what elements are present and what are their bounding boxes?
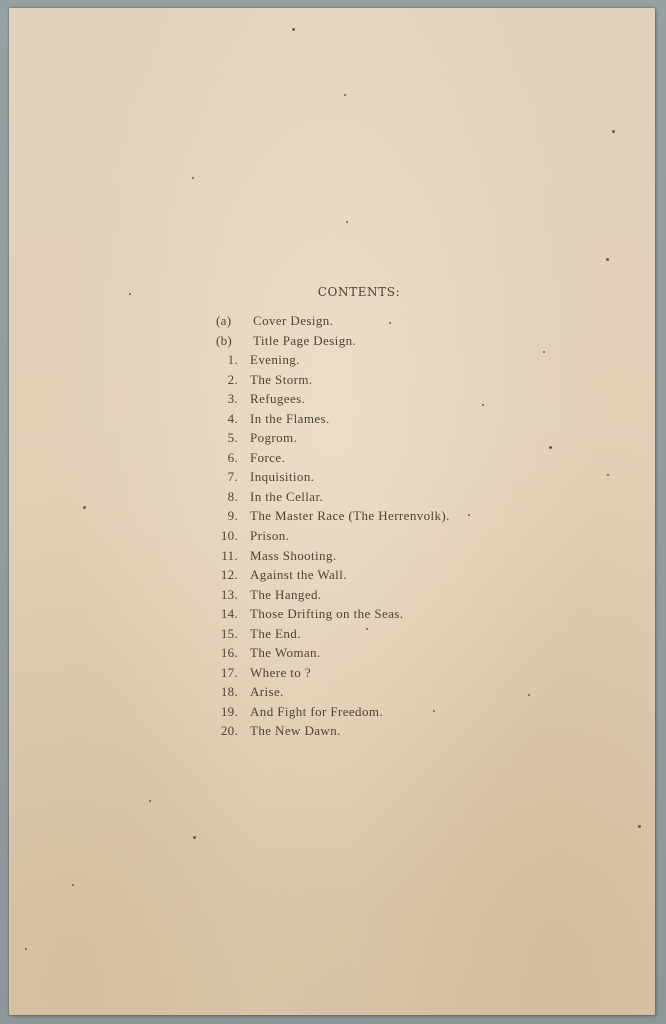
entry-title: Force. [250,449,286,465]
paper-speck [292,28,295,31]
contents-entry [204,409,450,429]
entry-number: 10. [220,528,238,544]
entry-number: (a) [216,313,232,328]
entry-number: 17. [220,664,238,680]
contents-entry [204,350,450,370]
paper-speck [528,694,530,696]
entry-title: Title Page Design. [253,332,357,348]
contents-entry [204,370,450,390]
entry-number: 20. [220,723,238,739]
paper-speck [25,948,27,950]
entry-number: 11. [221,547,238,563]
entry-number: 7. [227,469,238,485]
entry-title: And Fight for Freedom. [250,703,384,719]
entry-title: Against the Wall. [250,567,347,583]
entry-number: 9. [227,508,238,524]
contents-entry [204,565,450,585]
paper-speck [482,404,484,406]
contents-entry [204,526,450,546]
contents-entry [204,702,450,722]
paper-speck [346,221,348,223]
entry-title: Those Drifting on the Seas. [250,606,404,622]
entry-title: Arise. [250,684,284,700]
entry-number: 8. [227,488,238,504]
entry-title: Cover Design. [253,313,334,328]
entry-title: Refugees. [250,391,306,407]
entry-title: The End. [250,625,301,641]
paper-page [9,8,655,1015]
paper-speck [638,825,641,828]
paper-speck [468,514,470,516]
entry-title: The Storm. [250,371,313,387]
entry-title: The Hanged. [250,586,322,602]
entry-number: 6. [227,449,238,465]
entry-number: 16. [220,645,238,661]
entry-number: 4. [227,410,238,426]
entry-number: 13. [220,586,238,602]
contents-entry [204,448,450,468]
entry-title: In the Cellar. [250,488,324,504]
paper-speck [607,474,609,476]
contents-entry [204,311,450,331]
contents-entry [204,546,450,566]
entry-number: 15. [220,625,238,641]
entry-title: The New Dawn. [250,723,341,739]
entry-number: 3. [227,391,238,407]
contents-entry [204,624,450,644]
entry-title: Evening. [250,352,300,368]
paper-speck [192,177,194,179]
contents-entry [204,682,450,702]
entry-number: (b) [216,332,233,348]
entry-number: 5. [227,430,238,446]
paper-speck [543,351,545,353]
entry-number: 19. [220,703,238,719]
contents-entry [204,721,450,741]
entry-title: Mass Shooting. [250,547,337,563]
entry-title: The Woman. [250,645,321,661]
contents-entry [204,331,450,351]
entry-title: Where to ? [250,664,312,680]
entry-number: 1. [227,352,238,368]
paper-speck [149,800,151,802]
contents-entry [204,428,450,448]
entry-title: The Master Race (The Herrenvolk). [250,508,450,524]
contents-entry [204,604,450,624]
paper-speck [612,130,615,133]
contents-entry [204,389,450,409]
paper-speck [83,506,86,509]
contents-entry [204,663,450,683]
contents-heading: CONTENTS: [317,285,401,299]
paper-speck [344,94,346,96]
entry-title: Pogrom. [250,430,298,446]
entry-title: Inquisition. [250,469,315,485]
paper-speck [606,258,609,261]
entry-title: In the Flames. [250,410,330,426]
entry-title: Prison. [250,528,290,544]
contents-entry [204,467,450,487]
contents-entry [204,506,450,526]
paper-speck [72,884,74,886]
paper-speck [549,446,552,449]
contents-entry [204,487,450,507]
entry-number: 2. [227,371,238,387]
entry-number: 12. [220,567,238,583]
entry-number: 18. [220,684,238,700]
entry-number: 14. [220,606,238,622]
contents-entry [204,643,450,663]
contents-entry [204,585,450,605]
paper-speck [193,836,196,839]
contents-list [204,311,450,741]
